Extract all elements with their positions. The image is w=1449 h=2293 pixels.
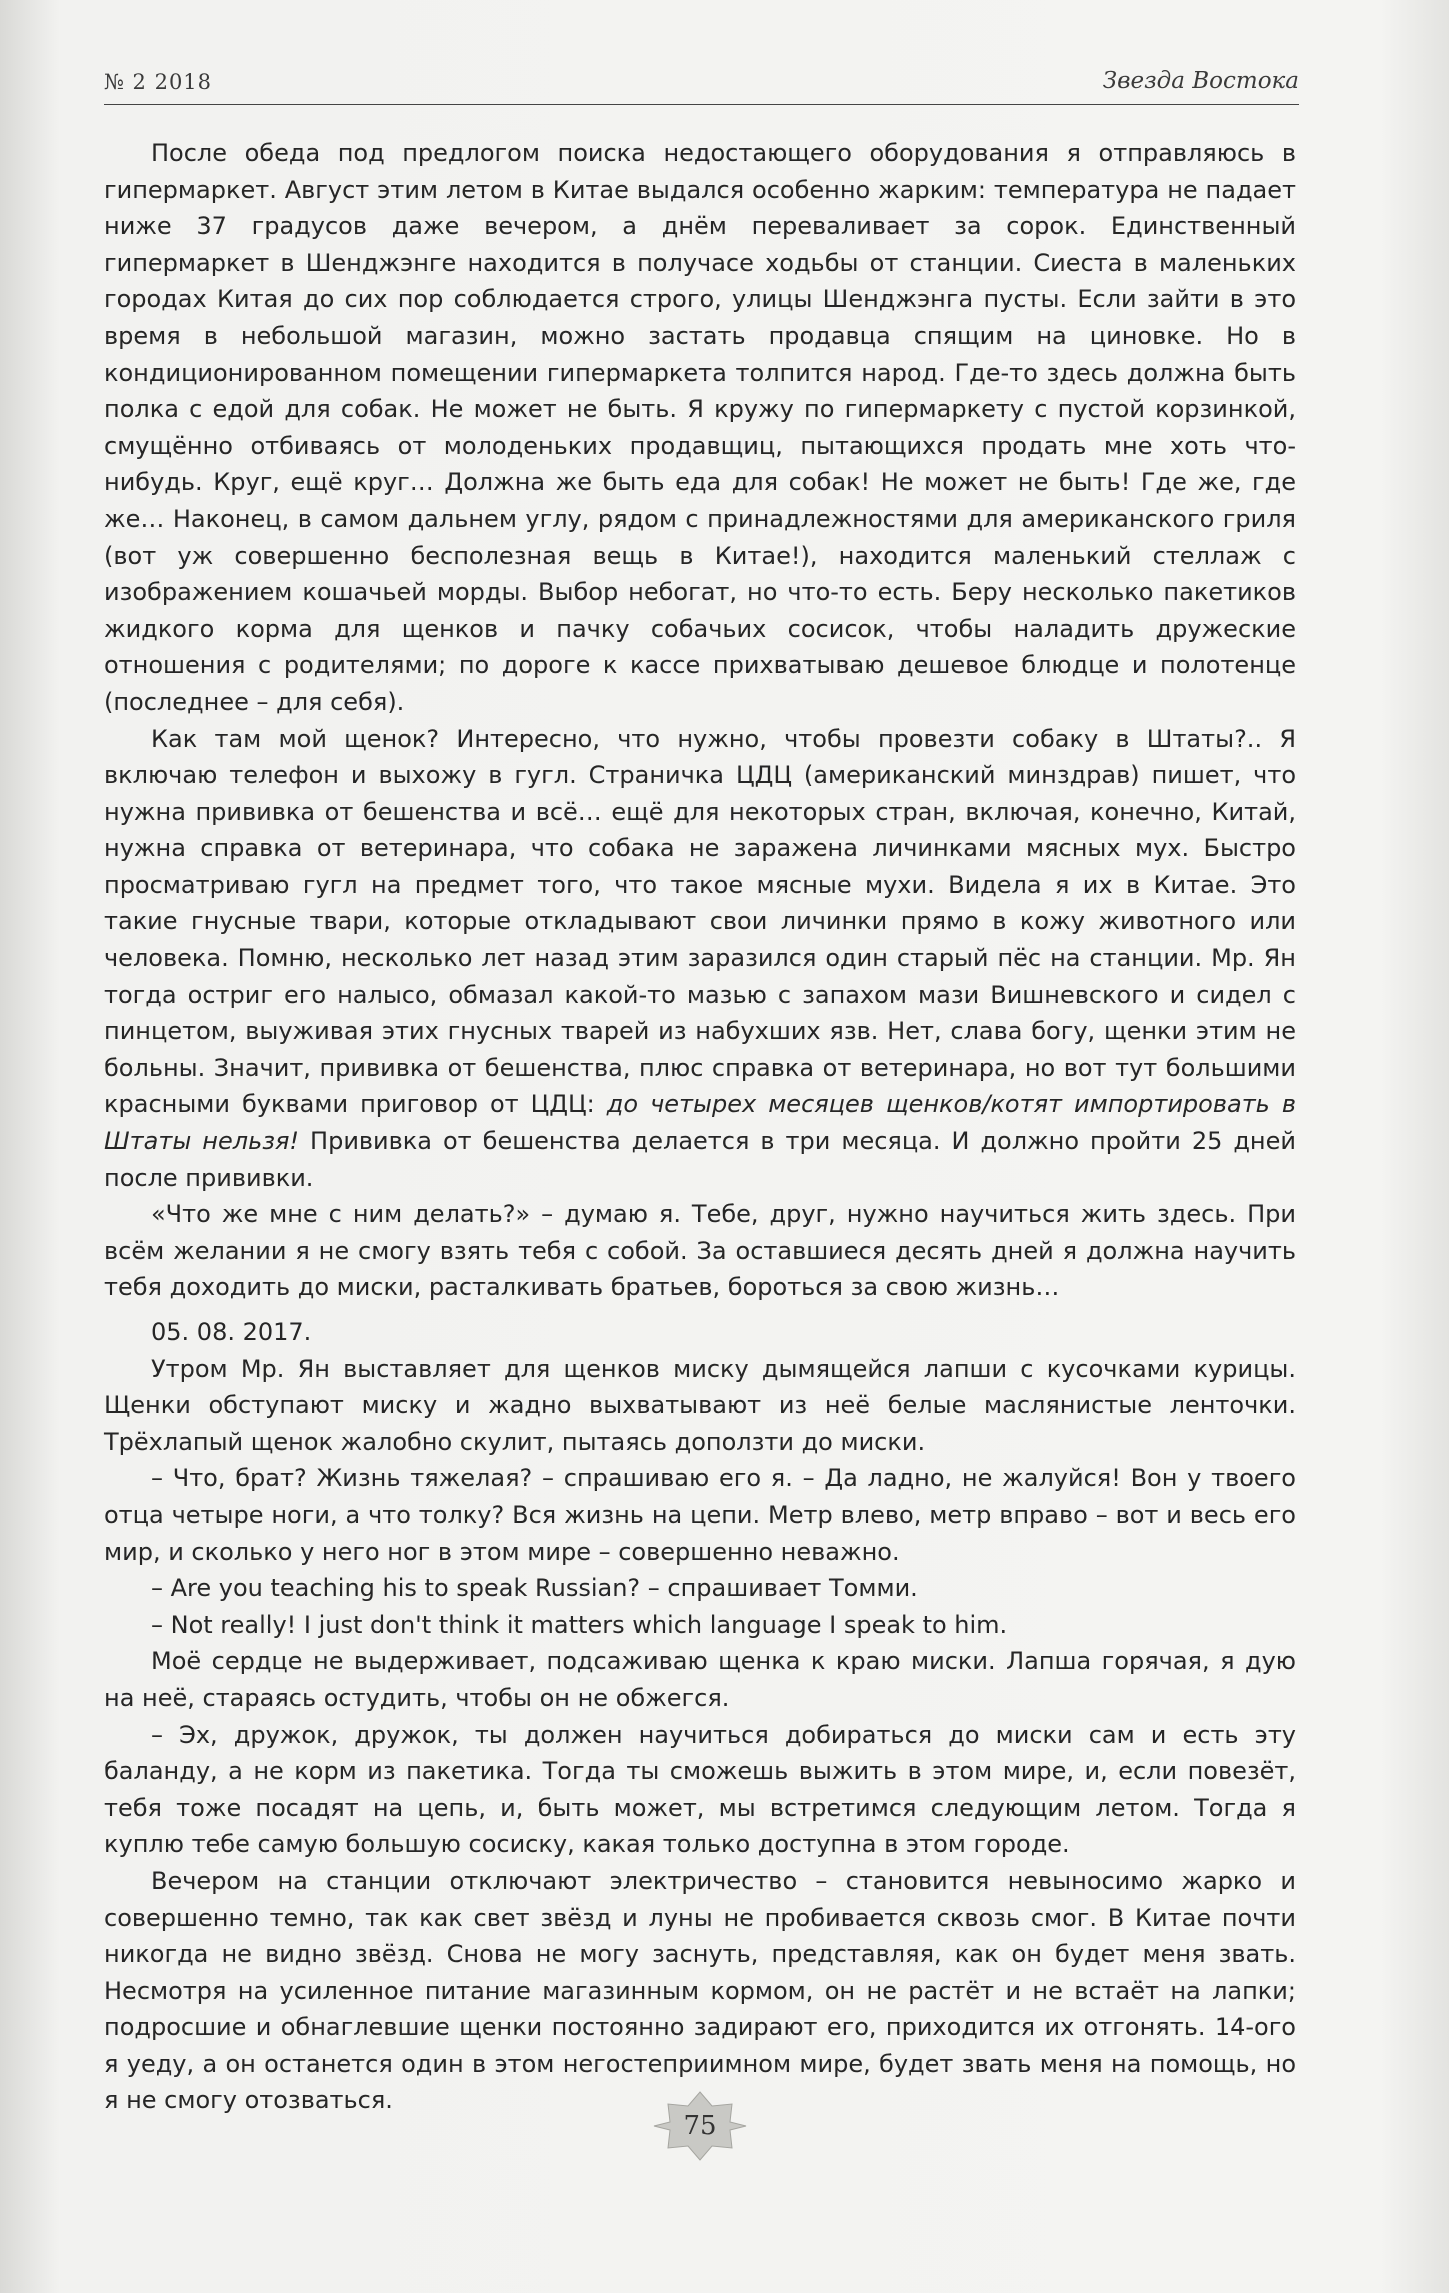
dialogue-line: – Are you teaching his to speak Russian? – спрашивает Томми. xyxy=(151,1574,918,1603)
dialogue-line: – Not really! I just don't think it matters which language I speak to him. xyxy=(151,1610,1008,1639)
page-number: 75 xyxy=(683,2111,717,2141)
page-number-ornament xyxy=(652,2090,748,2162)
paragraph: Утром Мр. Ян выставляет для щенков миску дымящейся лапши с кусочками курицы. Щенки обступают миску и жадно выхватывают из неё белые маслянистые ленточки. Трёхлапый щенок жалобно скулит, пытаясь доползти до миски. xyxy=(104,1354,1296,1456)
paragraph: Моё сердце не выдерживает, подсаживаю щенка к краю миски. Лапша горячая, я дую на неё, стараясь остудить, чтобы он не обжегся. xyxy=(104,1647,1296,1712)
paragraph-text: Прививка от бешенства делается в три месяца. И должно пройти 25 дней после прививки. xyxy=(104,1127,1296,1192)
paragraph: «Что же мне с ним делать?» – думаю я. Тебе, друг, нужно научиться жить здесь. При всём желании я не смогу взять тебя с собой. За оставшиеся десять дней я должна научить тебя доходить до миски, расталкивать братьев, бороться за свою жизнь… xyxy=(104,1200,1296,1302)
cdc-verdict-italic: до четырех месяцев щенков/котят импортировать в Штаты нельзя! xyxy=(104,1090,1296,1156)
diary-date: 05. 08. 2017. xyxy=(151,1318,312,1346)
paragraph-text: Как там мой щенок? Интересно, что нужно, чтобы провезти собаку в Штаты?.. Я включаю телефон и выхожу в гугл. Страничка ЦДЦ (американский минздрав) пишет, что нужна прививка от бешенства и всё… ещё для некоторых стран, включая, конечно, Китай, нужна справка от ветеринара, что собака не заражена личинками мясных мух. Быстро просматриваю гугл на предмет того, что такое мясные мухи. Видела я их в Китае. Это такие гнусные твари, которые откладывают свои личинки прямо в кожу животного или человека. Помню, несколько лет назад этим заразился один старый пёс на станции. Мр. Ян тогда остриг его налысо, обмазал какой-то мазью с запахом мази Вишневского и сидел с пинцетом, выуживая этих гнусных тварей из набухших язв. Нет, слава богу, щенки этим не больны. Значит, прививка от бешенства, плюс справка от ветеринара, но вот тут большими красными буквами приговор от ЦДЦ: xyxy=(104,724,1296,1119)
paragraph xyxy=(104,721,1296,1197)
paragraph: Вечером на станции отключают электричество – становится невыносимо жарко и совершенно темно, так как свет звёзд и луны не пробивается сквозь смог. В Китае почти никогда не видно звёзд. Снова не могу заснуть, представляя, как он будет меня звать. Несмотря на усиленное питание магазинным кормом, он не растёт и не встаёт на лапки; подросшие и обнаглевшие щенки постоянно задирают его, приходится их отгонять. 14-ого я уеду, а он останется один в этом негостеприимном мире, будет звать меня на помощь, но я не смогу отозваться. xyxy=(104,1866,1296,2115)
issue-number: № 2 2018 xyxy=(104,70,213,94)
journal-title: Звезда Востока xyxy=(1102,68,1299,94)
running-head xyxy=(104,60,1299,105)
article-body xyxy=(104,135,1296,2119)
paragraph: После обеда под предлогом поиска недостающего оборудования я отправляюсь в гипермаркет. Август этим летом в Китае выдался особенно жарким: температура не падает ниже 37 градусов даже вечером, а днём переваливает за сорок. Единственный гипермаркет в Шенджэнге находится в получасе ходьбы от станции. Сиеста в маленьких городах Китая до сих пор соблюдается строго, улицы Шенджэнга пусты. Если зайти в это время в небольшой магазин, можно застать продавца спящим на циновке. Но в кондиционированном помещении гипермаркета толпится народ. Где-то здесь должна быть полка с едой для собак. Не может не быть. Я кружу по гипермаркету с пустой корзинкой, смущённо отбиваясь от молоденьких продавщиц, пытающихся продать мне хоть что-нибудь. Круг, ещё круг… Должна же быть еда для собак! Не может не быть! Где же, где же… Наконец, в самом дальнем углу, рядом с принадлежностями для американского гриля (вот уж совершенно бесполезная вещь в Китае!), находится маленький стеллаж с изображением кошачьей морды. Выбор небогат, но что-то есть. Беру несколько пакетиков жидкого корма для щенков и пачку собачьих сосисок, чтобы наладить дружеские отношения с родителями; по дороге к кассе прихватываю дешевое блюдце и полотенце (последнее – для себя). xyxy=(104,139,1296,716)
dialogue-line: – Что, брат? Жизнь тяжелая? – спрашиваю его я. – Да ладно, не жалуйся! Вон у твоего отца четыре ноги, а что толку? Вся жизнь на цепи. Метр влево, метр вправо – вот и весь его мир, и сколько у него ног в этом мире – совершенно неважно. xyxy=(104,1464,1296,1566)
dialogue-line: – Эх, дружок, дружок, ты должен научиться добираться до миски сам и есть эту баланду, а не корм из пакетика. Тогда ты сможешь выжить в этом мире, и, если повезёт, тебя тоже посадят на цепь, и, быть может, мы встретимся следующим летом. Тогда я куплю тебе самую большую сосиску, какая только доступна в этом городе. xyxy=(104,1720,1296,1859)
